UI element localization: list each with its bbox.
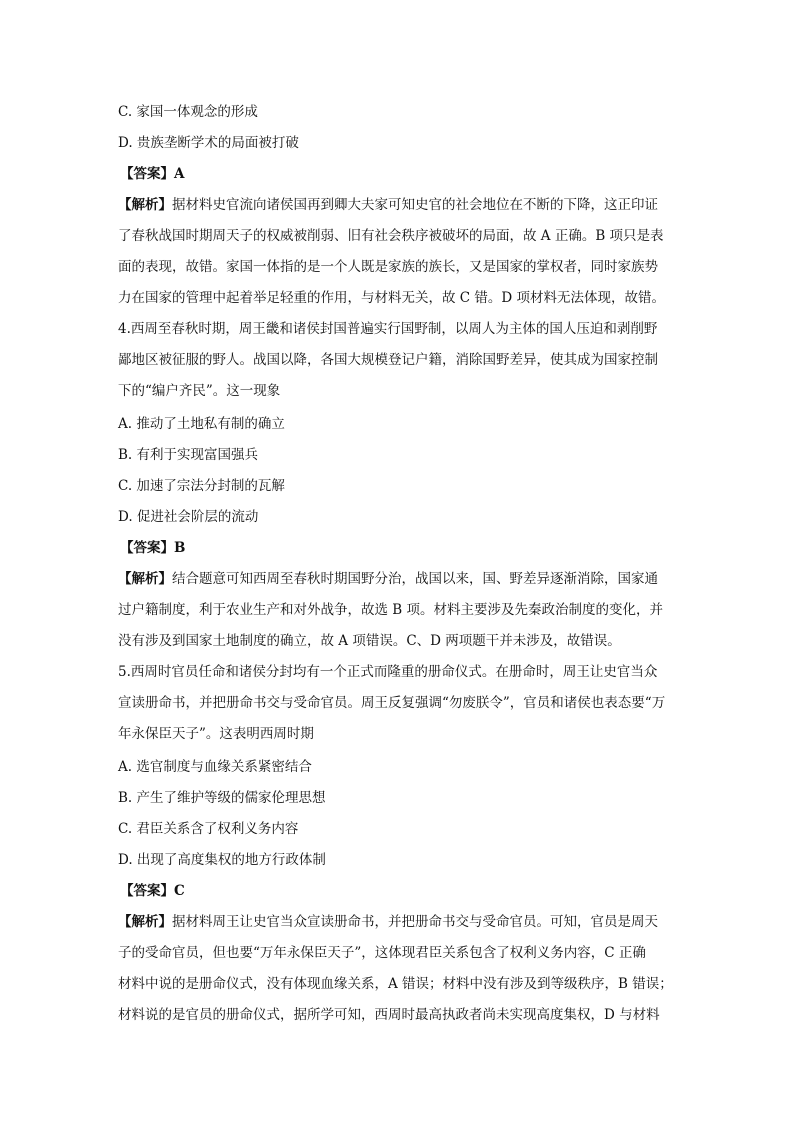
q5-stem-line-2: 宣读册命书，并把册命书交与受命官员。周王反复强调“勿废朕令”，官员和诸侯也表态要“万: [118, 695, 666, 711]
q5-answer: 【答案】C: [120, 883, 185, 899]
q4-analysis-tag: 【解析】: [118, 571, 172, 587]
q4-option-a: A. 推动了土地私有制的确立: [118, 416, 285, 432]
q4-stem-line-2: 鄙地区被征服的野人。战国以降，各国大规模登记户籍，消除国野差异，使其成为国家控制: [118, 352, 658, 368]
q3-answer: 【答案】A: [120, 166, 185, 182]
q3-analysis-line-2: 了春秋战国时期周天子的权威被削弱、旧有社会秩序被破坏的局面，故 A 正确。B 项只是表: [118, 228, 664, 244]
q4-option-d: D. 促进社会阶层的流动: [118, 509, 259, 525]
q5-stem-line-1: 5.西周时官员任命和诸侯分封均有一个正式而隆重的册命仪式。在册命时，周王让史官当众: [118, 664, 658, 680]
q3-analysis-text-1: 据材料史官流向诸侯国再到卿大夫家可知史官的社会地位在不断的下降，这正印证: [172, 197, 658, 213]
q4-option-b: B. 有利于实现富国强兵: [118, 447, 259, 463]
q4-answer: 【答案】B: [120, 540, 186, 556]
q5-analysis-tag: 【解析】: [118, 914, 172, 930]
q5-option-d: D. 出现了高度集权的地方行政体制: [118, 852, 326, 868]
q5-option-a: A. 选官制度与血缘关系紧密结合: [118, 759, 312, 775]
q5-analysis-line-3: 材料中说的是册命仪式，没有体现血缘关系，A 错误；材料中没有涉及到等级秩序，B 错误；: [118, 976, 673, 992]
q3-analysis-line-3: 面的表现，故错。家国一体指的是一个人既是家族的族长，又是国家的掌权者，同时家族势: [118, 259, 658, 275]
q4-analysis-line-2: 过户籍制度，利于农业生产和对外战争，故选 B 项。材料主要涉及先秦政治制度的变化，并: [118, 602, 664, 618]
q3-option-c: C. 家国一体观念的形成: [118, 104, 258, 120]
q4-stem-line-3: 下的“编户齐民”。这一现象: [118, 383, 281, 399]
q5-stem-line-3: 年永保臣天子”。这表明西周时期: [118, 726, 314, 742]
q4-analysis-line-3: 没有涉及到国家土地制度的确立，故 A 项错误。C、D 两项题干并未涉及，故错误。: [118, 633, 621, 649]
q3-option-d: D. 贵族垄断学术的局面被打破: [118, 135, 299, 151]
q4-option-c: C. 加速了宗法分封制的瓦解: [118, 478, 285, 494]
q3-analysis-line-1: [118, 195, 678, 215]
q5-analysis-text-1: 据材料周王让史官当众宣读册命书，并把册命书交与受命官员。可知，官员是周天: [172, 914, 658, 930]
q5-option-b: B. 产生了维护等级的儒家伦理思想: [118, 790, 326, 806]
q3-analysis-tag: 【解析】: [118, 197, 172, 213]
q4-analysis-line-1: [118, 569, 678, 589]
q5-analysis-line-2: 子的受命官员，但也要“万年永保臣天子”，这体现君臣关系包含了权利义务内容，C 正确: [118, 945, 646, 961]
q4-stem-line-1: 4.西周至春秋时期，周王畿和诸侯封国普遍实行国野制，以周人为主体的国人压迫和剥削野: [118, 321, 658, 337]
q5-option-c: C. 君臣关系含了权利义务内容: [118, 821, 299, 837]
q5-analysis-line-1: [118, 912, 678, 932]
q3-analysis-line-4: 力在国家的管理中起着举足轻重的作用，与材料无关，故 C 错。D 项材料无法体现，故错。: [118, 290, 666, 306]
q5-analysis-line-4: 材料说的是官员的册命仪式，据所学可知，西周时最高执政者尚未实现高度集权，D 与材料: [118, 1007, 660, 1023]
q4-analysis-text-1: 结合题意可知西周至春秋时期国野分治，战国以来，国、野差异逐渐消除，国家通: [172, 571, 658, 587]
